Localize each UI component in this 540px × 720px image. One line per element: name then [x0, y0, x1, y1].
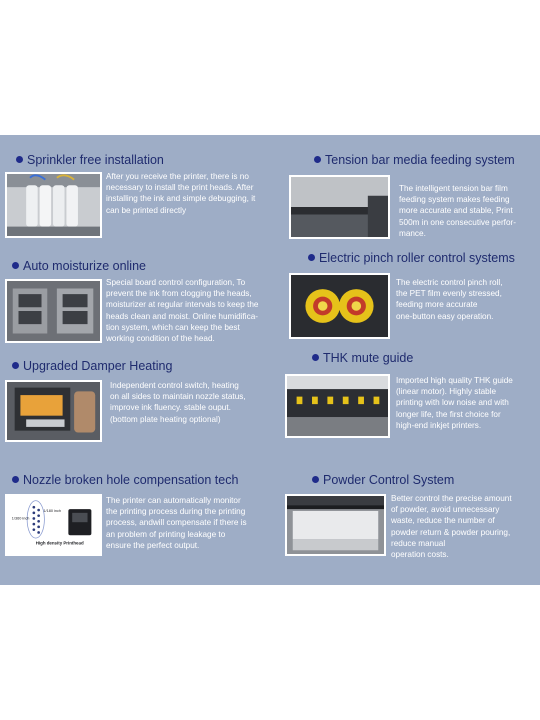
damper-heating-photo	[5, 380, 102, 442]
feature-description: Special board control configuration, To prevent the ink from clogging the heads, moisturizer at regular intervals to keep the heads clean and moist. Online humidifica- tion system, which can keep the best working condition of the head.	[106, 278, 259, 344]
bullet-icon	[12, 476, 19, 483]
feature-title: Sprinkler free installation	[16, 153, 164, 167]
bullet-icon	[308, 254, 315, 261]
guide-rail-photo	[285, 374, 390, 438]
bullet-icon	[314, 156, 321, 163]
feature-description: The intelligent tension bar film feeding system makes feeding more accurate and stable, Print 500m in one consecutive perfor- mance.	[399, 184, 516, 238]
printhead-right-label: 1/180 inch	[43, 508, 62, 513]
feature-description: After you receive the printer, there is no necessary to install the print heads. After installing the ink and simple debugging, it can be printed directly	[106, 172, 256, 215]
ink-damper-photo	[5, 172, 102, 238]
feature-description: Better control the precise amount of powder, avoid unnecessary waste, reduce the number of powder return & powder pouring, reduce manual operation costs.	[391, 494, 512, 560]
feature-title: Upgraded Damper Heating	[12, 359, 172, 373]
feature-title: Powder Control System	[312, 473, 454, 487]
bullet-icon	[12, 362, 19, 369]
powder-tray-photo	[285, 494, 386, 556]
feature-description: Imported high quality THK guide (linear motor). Highly stable printing with low noise and with longer life, the first choice for high-end inkjet printers.	[396, 376, 513, 430]
printhead-diagram	[5, 494, 102, 556]
feature-description: The electric control pinch roll, the PET film evenly stressed, feeding more accurate one-button easy operation.	[396, 278, 503, 321]
bullet-icon	[312, 476, 319, 483]
pinch-roller-photo	[289, 273, 390, 339]
bullet-icon	[16, 156, 23, 163]
feature-title: Tension bar media feeding system	[314, 153, 515, 167]
feature-title: Auto moisturize online	[12, 259, 146, 273]
features-panel	[0, 135, 540, 585]
capping-station-photo	[5, 279, 102, 343]
tension-bar-photo	[289, 175, 390, 239]
feature-description: Independent control switch, heating on all sides to maintain nozzle status, improve ink fluency. stable ouput. (bottom plate heating optional)	[110, 381, 246, 424]
bullet-icon	[312, 354, 319, 361]
feature-title: Electric pinch roller control systems	[308, 251, 515, 265]
feature-description: The printer can automatically monitor the printing process during the printing process, andwill compensate if there is an problem of printing leakage to ensure the perfect output.	[106, 496, 247, 550]
bullet-icon	[12, 262, 19, 269]
printhead-left-label: 1/360 inch	[11, 516, 30, 521]
feature-title: Nozzle broken hole compensation tech	[12, 473, 238, 487]
printhead-caption: High density Printhead	[35, 540, 84, 546]
feature-title: THK mute guide	[312, 351, 413, 365]
